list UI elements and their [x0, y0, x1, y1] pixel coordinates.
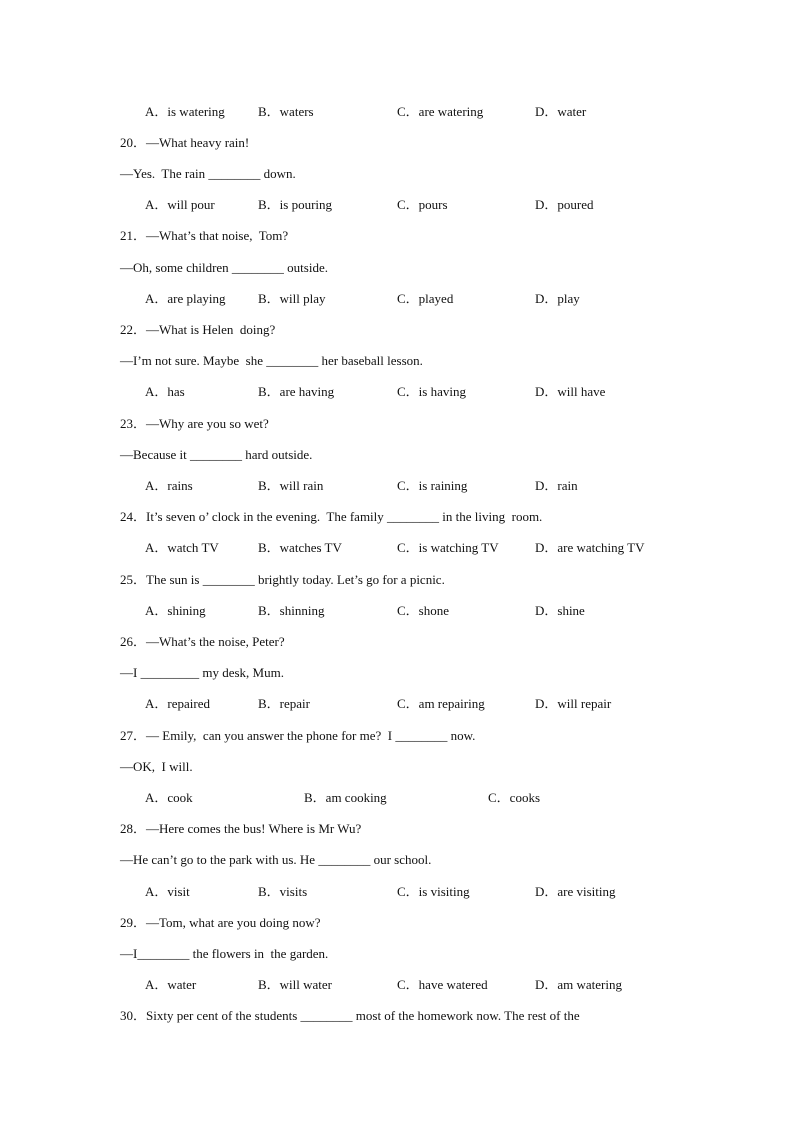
q28-options [145, 884, 705, 900]
q29-option-d: D．am watering [535, 977, 623, 992]
q29-line2: —I________ the flowers in the garden. [120, 946, 329, 961]
q24-options [145, 540, 705, 556]
q28-option-b: B．visits [258, 884, 308, 899]
q21-option-d: D．play [535, 291, 580, 306]
q26-stem: 26．—What’s the noise, Peter? [120, 634, 285, 649]
q29-option-b: B．will water [258, 977, 333, 992]
q19-options [145, 104, 705, 120]
q27-option-a: A．cook [145, 790, 193, 805]
q20-option-d: D．poured [535, 197, 594, 212]
q28-stem: 28．—Here comes the bus! Where is Mr Wu? [120, 821, 362, 836]
q20-option-b: B．is pouring [258, 197, 333, 212]
q23-option-c: C．is raining [397, 478, 468, 493]
q21-options [145, 291, 705, 307]
q28-option-d: D．are visiting [535, 884, 616, 899]
q23-options [145, 478, 705, 494]
q29-stem: 29．—Tom, what are you doing now? [120, 915, 321, 930]
q23-option-a: A．rains [145, 478, 193, 493]
q20-line2: —Yes. The rain ________ down. [120, 166, 296, 181]
q26-option-c: C．am repairing [397, 696, 485, 711]
q27-line2: —OK, I will. [120, 759, 193, 774]
q24-stem: 24．It’s seven o’ clock in the evening. The family ________ in the living room. [120, 509, 543, 524]
q22-option-d: D．will have [535, 384, 606, 399]
q25-options [145, 603, 705, 619]
q24-option-b: B．watches TV [258, 540, 342, 555]
q25-option-b: B．shinning [258, 603, 325, 618]
q25-option-a: A．shining [145, 603, 206, 618]
q27-option-b: B．am cooking [304, 790, 387, 805]
q23-option-d: D．rain [535, 478, 578, 493]
q26-line2: —I _________ my desk, Mum. [120, 665, 284, 680]
q19-option-a: A．is watering [145, 104, 225, 119]
q20-options [145, 197, 705, 213]
q29-options [145, 977, 705, 993]
q25-option-d: D．shine [535, 603, 585, 618]
q21-option-c: C．played [397, 291, 454, 306]
q22-option-b: B．are having [258, 384, 335, 399]
q25-option-c: C．shone [397, 603, 450, 618]
q24-option-d: D．are watching TV [535, 540, 645, 555]
q22-options [145, 384, 705, 400]
q19-option-c: C．are watering [397, 104, 484, 119]
q26-option-d: D．will repair [535, 696, 612, 711]
q30-stem: 30．Sixty per cent of the students ________ most of the homework now. The rest of the [120, 1008, 580, 1023]
q19-option-d: D．water [535, 104, 587, 119]
q20-stem: 20．—What heavy rain! [120, 135, 250, 150]
q22-stem: 22．—What is Helen doing? [120, 322, 276, 337]
q21-option-a: A．are playing [145, 291, 226, 306]
q23-line2: —Because it ________ hard outside. [120, 447, 313, 462]
q22-option-c: C．is having [397, 384, 466, 399]
q23-option-b: B．will rain [258, 478, 324, 493]
q26-options [145, 696, 705, 712]
q20-option-a: A．will pour [145, 197, 215, 212]
q22-line2: —I’m not sure. Maybe she ________ her baseball lesson. [120, 353, 423, 368]
q23-stem: 23．—Why are you so wet? [120, 416, 269, 431]
q21-line2: —Oh, some children ________ outside. [120, 260, 328, 275]
q24-option-c: C．is watching TV [397, 540, 499, 555]
q19-option-b: B．waters [258, 104, 314, 119]
q27-options [145, 790, 705, 806]
q21-stem: 21．—What’s that noise, Tom? [120, 228, 289, 243]
q29-option-c: C．have watered [397, 977, 488, 992]
q24-option-a: A．watch TV [145, 540, 219, 555]
q26-option-a: A．repaired [145, 696, 210, 711]
q29-option-a: A．water [145, 977, 197, 992]
q27-stem: 27．— Emily, can you answer the phone for me? I ________ now. [120, 728, 476, 743]
q28-line2: —He can’t go to the park with us. He ________ our school. [120, 852, 432, 867]
q28-option-c: C．is visiting [397, 884, 470, 899]
q25-stem: 25．The sun is ________ brightly today. Let’s go for a picnic. [120, 572, 445, 587]
q21-option-b: B．will play [258, 291, 326, 306]
q20-option-c: C．pours [397, 197, 448, 212]
q22-option-a: A．has [145, 384, 185, 399]
q28-option-a: A．visit [145, 884, 190, 899]
q26-option-b: B．repair [258, 696, 310, 711]
q27-option-c: C．cooks [488, 790, 541, 805]
